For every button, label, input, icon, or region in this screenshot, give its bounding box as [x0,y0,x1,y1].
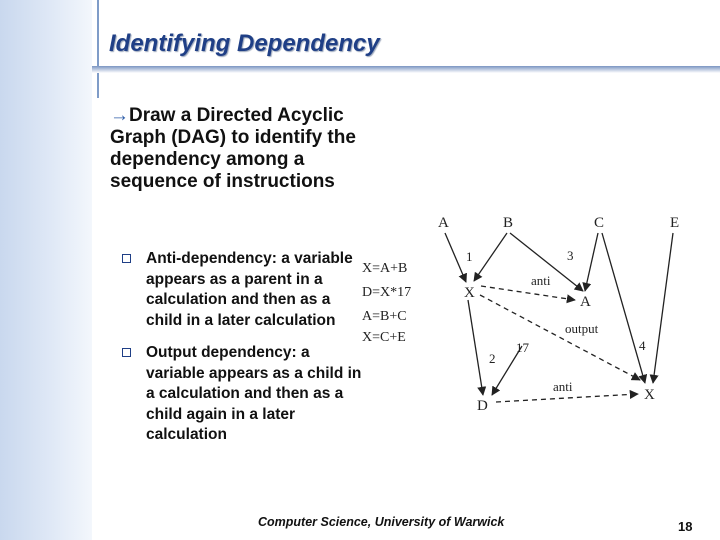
node-x-first: X [464,285,475,301]
edge-label-1: 1 [466,249,473,264]
edge-anti-dependency-2 [496,394,638,402]
edge-x-to-d [468,300,483,395]
instruction-4: X=C+E [362,330,406,345]
edge-e-to-x [653,233,673,383]
edge-c-to-x [602,233,645,383]
bullet-text: Anti-dependency: a variable appears as a parent in a calculation and then as a child in a later calculation [146,250,353,329]
edge-anti-dependency-1 [481,286,575,300]
instruction-3: A=B+C [362,309,407,324]
node-a-top: A [438,215,449,231]
constant-17: 17 [516,340,529,355]
edge-a-to-x [445,233,466,282]
node-e: E [670,215,680,231]
bullet-text: Output dependency: a variable appears as a child in a calculation and then as a child again in a later calculation [146,344,362,443]
page-number: 18 [678,519,693,534]
dag-edges [445,233,673,402]
instruction-2: D=X*17 [362,285,412,300]
anti-label-2: anti [553,379,573,394]
node-d: D [477,398,488,414]
edge-label-3: 3 [567,248,574,263]
slide-title: Identifying Dependency [109,30,380,57]
edge-label-4: 4 [639,338,646,353]
node-x-second: X [644,387,655,403]
node-a-second: A [580,294,591,310]
instruction-1: X=A+B [362,261,408,276]
edge-c-to-a [585,233,598,291]
intro-text: Draw a Directed Acyclic Graph (DAG) to identify the dependency among a sequence of instructions [110,105,356,192]
output-label: output [565,321,599,336]
edge-17-to-d [492,346,522,395]
node-c: C [594,215,605,231]
edge-label-2: 2 [489,351,496,366]
anti-label-1: anti [531,273,551,288]
arrow-bullet-icon: → [110,105,129,126]
edge-b-to-x [474,233,507,281]
edge-output-dependency [480,295,640,380]
node-b: B [503,215,514,231]
footer-text: Computer Science, University of Warwick [258,515,505,529]
instruction-list [362,261,411,345]
